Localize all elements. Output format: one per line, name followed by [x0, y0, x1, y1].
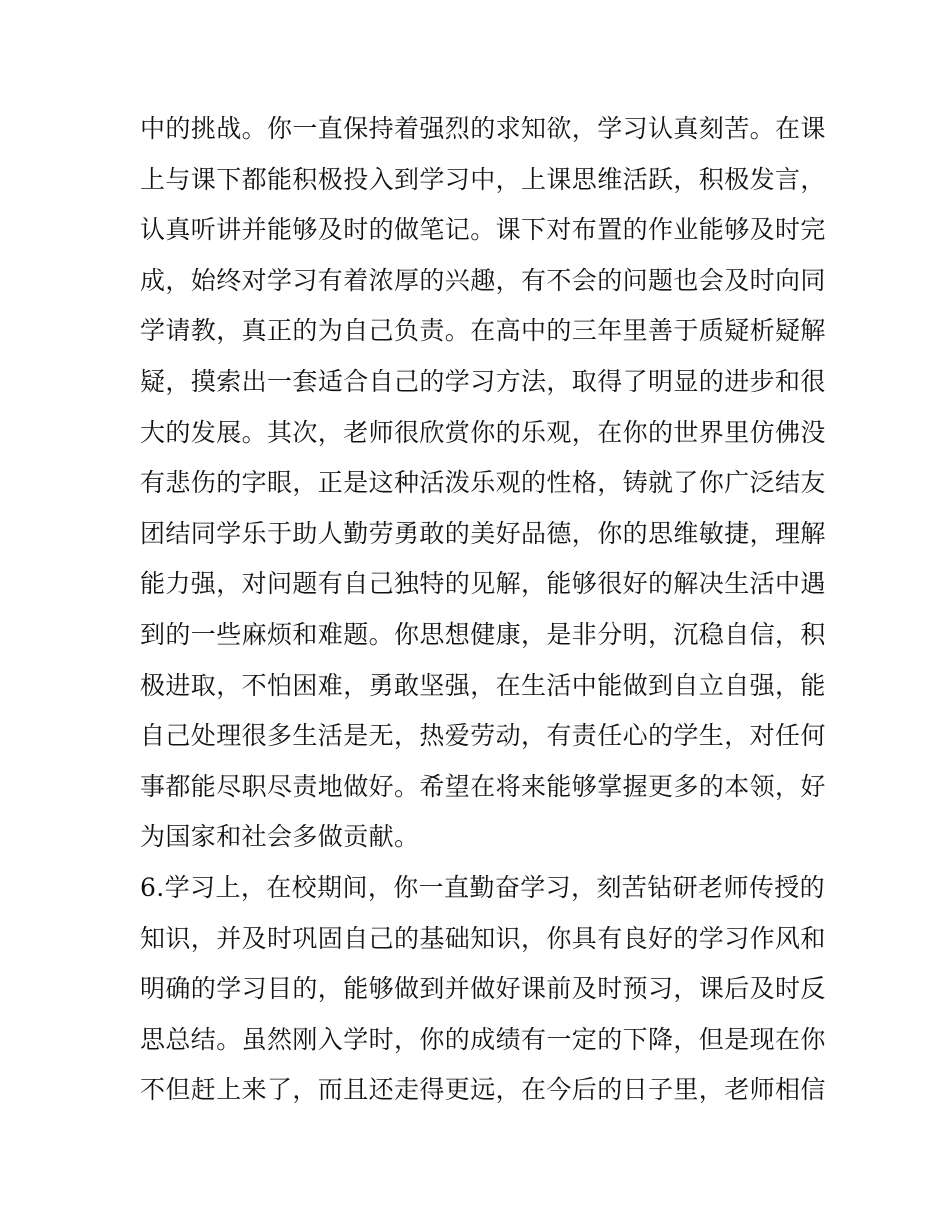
text-line: 成，始终对学习有着浓厚的兴趣，有不会的问题也会及时向同: [140, 265, 826, 295]
text-line: 明确的学习目的，能够做到并做好课前及时预习，课后及时反: [140, 974, 826, 1004]
text-line: 认真听讲并能够及时的做笔记。课下对布置的作业能够及时完: [140, 215, 826, 245]
text-line: 事都能尽职尽责地做好。希望在将来能够掌握更多的本领，好: [140, 771, 826, 801]
text-line: 思总结。虽然刚入学时，你的成绩有一定的下降，但是现在你: [140, 1024, 826, 1054]
text-line: 自己处理很多生活是无，热爱劳动，有责任心的学生，对任何: [140, 721, 826, 751]
text-line: 到的一些麻烦和难题。你思想健康，是非分明，沉稳自信，积: [140, 619, 826, 649]
text-line: 有悲伤的字眼，正是这种活泼乐观的性格，铸就了你广泛结友: [140, 468, 826, 498]
text-line: 疑，摸索出一套适合自己的学习方法，取得了明显的进步和很: [140, 366, 826, 396]
paragraph-6-line: 6.学习上，在校期间，你一直勤奋学习，刻苦钻研老师传授的: [140, 872, 826, 902]
text-line: 大的发展。其次，老师很欣赏你的乐观，在你的世界里仿佛没: [140, 417, 826, 447]
body-text: [140, 104, 826, 1116]
text-line: 学请教，真正的为自己负责。在高中的三年里善于质疑析疑解: [140, 316, 826, 346]
text-line: 团结同学乐于助人勤劳勇敢的美好品德，你的思维敏捷，理解: [140, 518, 826, 548]
text-line: 中的挑战。你一直保持着强烈的求知欲，学习认真刻苦。在课: [140, 114, 826, 143]
text-line: 为国家和社会多做贡献。: [140, 822, 420, 852]
text-line: 极进取，不怕困难，勇敢坚强，在生活中能做到自立自强，能: [140, 670, 826, 700]
text-line: 能力强，对问题有自己独特的见解，能够很好的解决生活中遇: [140, 569, 826, 599]
text-line: 不但赶上来了，而且还走得更远，在今后的日子里，老师相信: [140, 1075, 826, 1105]
text-line: 知识，并及时巩固自己的基础知识，你具有良好的学习作风和: [140, 923, 826, 953]
text-line: 上与课下都能积极投入到学习中，上课思维活跃，积极发言，: [140, 164, 826, 194]
